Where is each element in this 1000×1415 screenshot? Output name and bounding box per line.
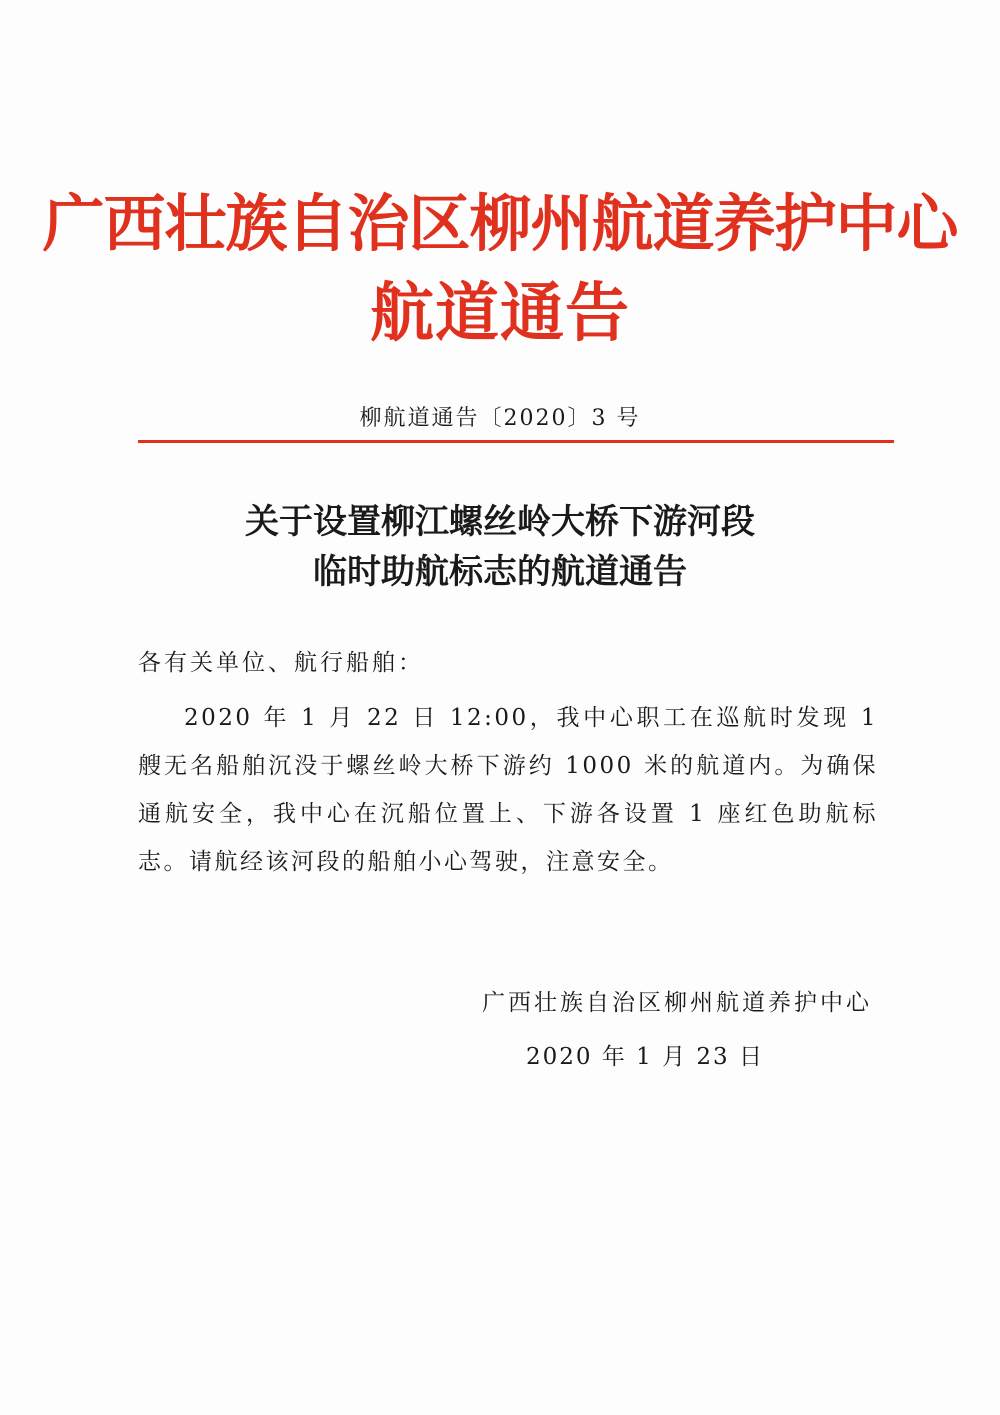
document-number: 柳航道通告〔2020〕3 号 [359, 406, 641, 431]
notice-title-line1: 关于设置柳江螺丝岭大桥下游河段 [245, 502, 755, 542]
signature-organization: 广西壮族自治区柳州航道养护中心 [482, 990, 872, 1016]
org-title: 广西壮族自治区柳州航道养护中心 [42, 187, 958, 260]
notice-body: 2020 年 1 月 22 日 12:00，我中心职工在巡航时发现 1 艘无名船舶沉没于螺丝岭大桥下游约 1000 米的航道内。为确保通航安全，我中心在沉船位置上、下游各设置 1 座红色助航标志。请航经该河段的船舶小心驾驶，注意安全。 [138, 705, 878, 875]
salutation: 各有关单位、航行船舶： [138, 650, 424, 676]
signature-date: 2020 年 1 月 23 日 [526, 1044, 764, 1070]
notice-title-line2: 临时助航标志的航道通告 [313, 552, 687, 592]
red-divider [138, 440, 894, 443]
doc-type-title: 航道通告 [370, 277, 630, 351]
